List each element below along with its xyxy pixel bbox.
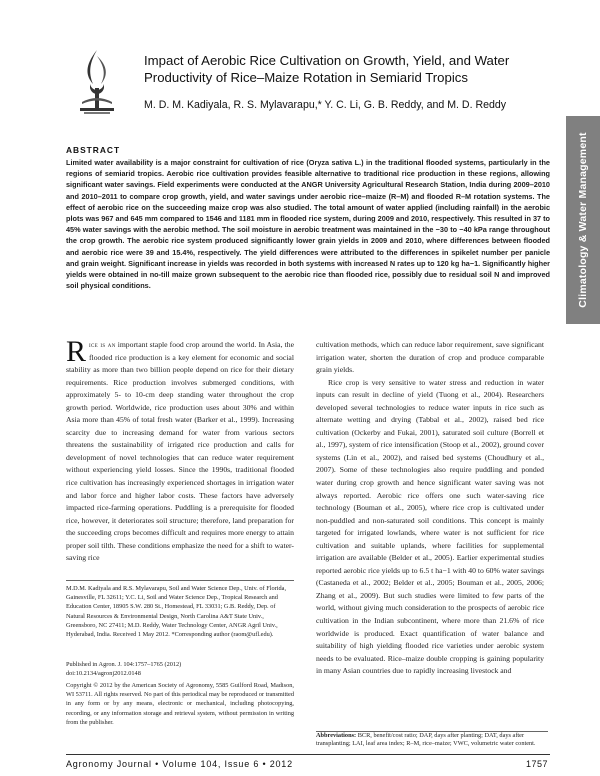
abstract-heading: ABSTRACT — [66, 145, 121, 155]
abstract-text: Limited water availability is a major constraint for cultivation of rice (Oryza sativa L.) in the traditional flooded systems, particularly in the regions of semiarid tropics. Aerobic rice cultivation provides feasible alternative to traditional rice production in these regions, allowing significant water savings. Field experiments were conducted at the ANGR University Agricultural Research Station, India during 2009–2010 and 2010–2011 to compare crop growth, yield, and water savings under aerobic rice–maize (R–M) and flooded R–M rotation systems. The effect of aerobic rice on the succeeding maize crop was also studied. The total amount of water applied (including rainfall) in the aerobic plots was 967 and 645 mm compared to 1546 and 1181 mm in flooded rice system, during 2009 and 2010, respectively. This resulted in 37 to 45% water savings with the aerobic method. The soil moisture in aerobic treatment was maintained in the −30 to −40 kPa range throughout the crop growth. The aerobic rice system produced significantly lower grain yields in 2009 and 2010, where differences between flooded and aerobic rice were 39 and 15.4%, respectively. The yield differences were attributed to the differences in spikelet number per panicle and grain weight. Significant increase in yields was recorded in both systems with increased N rates up to 120 kg ha−1. Significantly higher yields were obtained in no-till maize grown subsequent to the aerobic rice than flooded rice, possibly due to residual soil N and improved soil physical conditions. — [66, 158, 550, 291]
author-list: M. D. M. Kadiyala, R. S. Mylavarapu,* Y. C. Li, G. B. Reddy, and M. D. Reddy — [144, 99, 507, 111]
journal-logo-icon — [66, 44, 128, 120]
abbreviations-text: BCR, benefit/cost ratio; DAP, days after planting; DAT, days after transplanting; LAI, leaf area index; R–M, rice–maize; VWC, volumetric water content. — [316, 732, 536, 748]
section-label: Climatology & Water Management — [577, 132, 589, 308]
paragraph-water-stress: Rice crop is very sensitive to water stress and reduction in water inputs can result in decline of yield (Tuong et al., 2004). Researchers developed several technologies to reduce water inputs in rice such as alternate wetting and drying (Tabbal et al., 2002), raised bed rice cultivation (Ockerby and Fukai, 2001), saturated soil culture (Borrell et al., 1997), system of rice intensification (Stoop et al., 2002), ground cover systems (Lin et al., 2002), and raised bed systems (Choudhury et al., 2007). Some of these technologies also require puddling and ponded water during crop growth and hence significant water saving was not always reported. Aerobic rice offers one such water-saving rice technology (Bouman et al., 2005), where rice crop is cultivated under non-puddled and non-saturated soil conditions. This concept is mainly targeted for irrigated lowlands, where water is not sufficient for rice cultivation and suitable uplands, where facilities for supplemental irrigation are available (Belder et al., 2005). Earlier experimental studies reported aerobic rice yields up to 6.5 t ha−1 with 40 to 60% water savings (Castaneda et al., 2002; Belder et al., 2005; Bouman et al., 2005, 2006; Zhang et al., 2009). But such studies were limited to few parts of the world, without giving much consideration to the prospects of aerobic rice cultivation in the Indian subcontinent, where more than 21.6% of rice worldwide is produced. Exact quantification of water balance and suitability of high yielding flooded rice varieties under aerobic system needs to be evaluated. Rice–maize double cropping is gaining popularity in many Asian countries due to rapidly increasing livestock and — [316, 377, 544, 676]
body-column-left — [66, 335, 294, 565]
author-affiliations: M.D.M. Kadiyala and R.S. Mylavarapu, Soil and Water Science Dep., Univ. of Florida, Gainesville, FL 32611; Y.C. Li, Soil and Water Science Dep., Tropical Research and Education Center, 18905 S.W. 280 St., Homestead, FL 33031; G.B. Reddy, Dep. of Natural Resources & Environmental Design, North Carolina A&T State Univ., Greensboro, NC 27411; M.D. Reddy, Water Technology Center, ANGR Agril Univ., Hyderabad, India. Received 1 May 2012. *Corresponding author (raom@ufl.edu). — [66, 585, 287, 639]
doi: doi:10.2134/agronj2012.0148 — [66, 670, 141, 678]
paragraph-continued: cultivation methods, which can reduce labor requirement, save significant irrigation water, shorten the duration of crop and produce comparable grain yields. — [316, 340, 544, 375]
publication-info — [66, 660, 294, 678]
abbreviations — [316, 732, 552, 749]
article-title: Impact of Aerobic Rice Cultivation on Growth, Yield, and Water Productivity of Rice–Maize Rotation in Semiarid Tropics — [144, 53, 510, 85]
copyright-notice: Copyright © 2012 by the American Society of Agronomy, 5585 Guilford Road, Madison, WI 53711. All rights reserved. No part of this periodical may be reproduced or transmitted in any form or by any means, electronic or mechanical, including photocopying, recording, or any information storage and retrieval system, without permission in writing from the publisher. — [66, 682, 294, 726]
intro-paragraph — [66, 335, 294, 565]
drop-cap: R — [66, 335, 87, 368]
footnote-divider — [66, 580, 294, 581]
abbreviations-label: Abbreviations: — [316, 732, 357, 739]
footer-journal-info: Agronomy Journal • Volume 104, Issue 6 • 2012 — [66, 759, 293, 769]
section-side-tab — [566, 116, 600, 324]
intro-text: important staple food crop around the world. In Asia, the flooded rice production is a key element for economic and social stability as more than two billion people depend on rice for their dietary requirements. Rice production involves submerged conditions, with approximately 5- to 10-cm deep standing water throughout the crop growth period. Worldwide, rice production uses about 30% and within Asia more than 45% of total fresh water (Barker et al., 1999). Increasing scarcity due to increasing demand for water from various sectors threatens the sustainability of irrigated rice production and calls for development of novel technologies that can reduce water requirement without experiencing yield losses. Since the 1990s, traditional flooded rice cultivation has increasingly experienced shortages in irrigation water and labor force and higher labor costs. These factors have adversely impacted rice-farming operations. Puddling is a prerequisite for flooded rice, however, it deteriorates soil structure; therefore, land preparation for the succeeding crops becomes difficult and requires more energy to attain proper soil tilth. These conditions emphasize the need for a shift to water-saving rice — [66, 340, 294, 563]
footer-divider — [66, 754, 550, 755]
body-column-right — [316, 339, 544, 678]
page-number: 1757 — [525, 759, 548, 769]
lead-in-caps: ice is an — [89, 340, 116, 349]
publication-citation: Published in Agron. J. 104:1757–1765 (2012) — [66, 661, 182, 668]
